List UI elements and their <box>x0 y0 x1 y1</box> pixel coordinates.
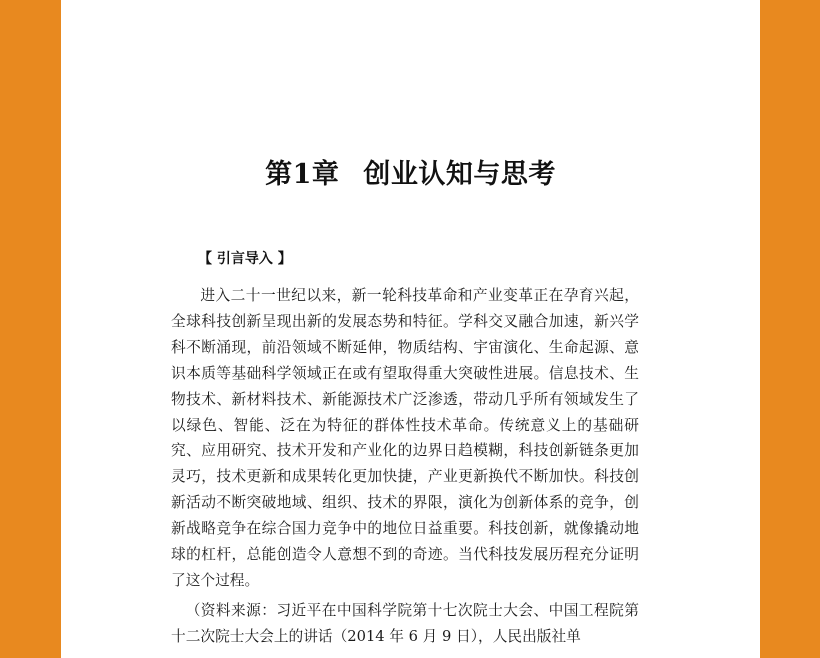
source-citation: （资料来源：习近平在中国科学院第十七次院士大会、中国工程院第十二次院士大会上的讲话（2014 年 6 月 9 日），人民出版社单 <box>171 601 639 645</box>
body-text <box>171 283 639 650</box>
intro-paragraph: 进入二十一世纪以来，新一轮科技革命和产业变革正在孕育兴起，全球科技创新呈现出新的发展态势和特征。学科交叉融合加速，新兴学科不断涌现，前沿领域不断延伸，物质结构、宇宙演化、生命起源、意识本质等基础科学领域正在或有望取得重大突破性进展。信息技术、生物技术、新材料技术、新能源技术广泛渗透，带动几乎所有领域发生了以绿色、智能、泛在为特征的群体性技术革命。传统意义上的基础研究、应用研究、技术开发和产业化的边界日趋模糊，科技创新链条更加灵巧，技术更新和成果转化更加快捷，产业更新换代不断加快。科技创新活动不断突破地域、组织、技术的界限，演化为创新体系的竞争，创新战略竞争在综合国力竞争中的地位日益重要。科技创新，就像撬动地球的杠杆，总能创造令人意想不到的奇迹。当代科技发展历程充分证明了这个过程。 <box>171 287 639 589</box>
chapter-title <box>61 152 760 191</box>
chapter-name: 创业认知与思考 <box>363 159 556 190</box>
section-heading: 【 引言导入 】 <box>198 251 292 267</box>
chapter-number: 第1章 <box>265 159 340 190</box>
book-page <box>61 0 760 658</box>
